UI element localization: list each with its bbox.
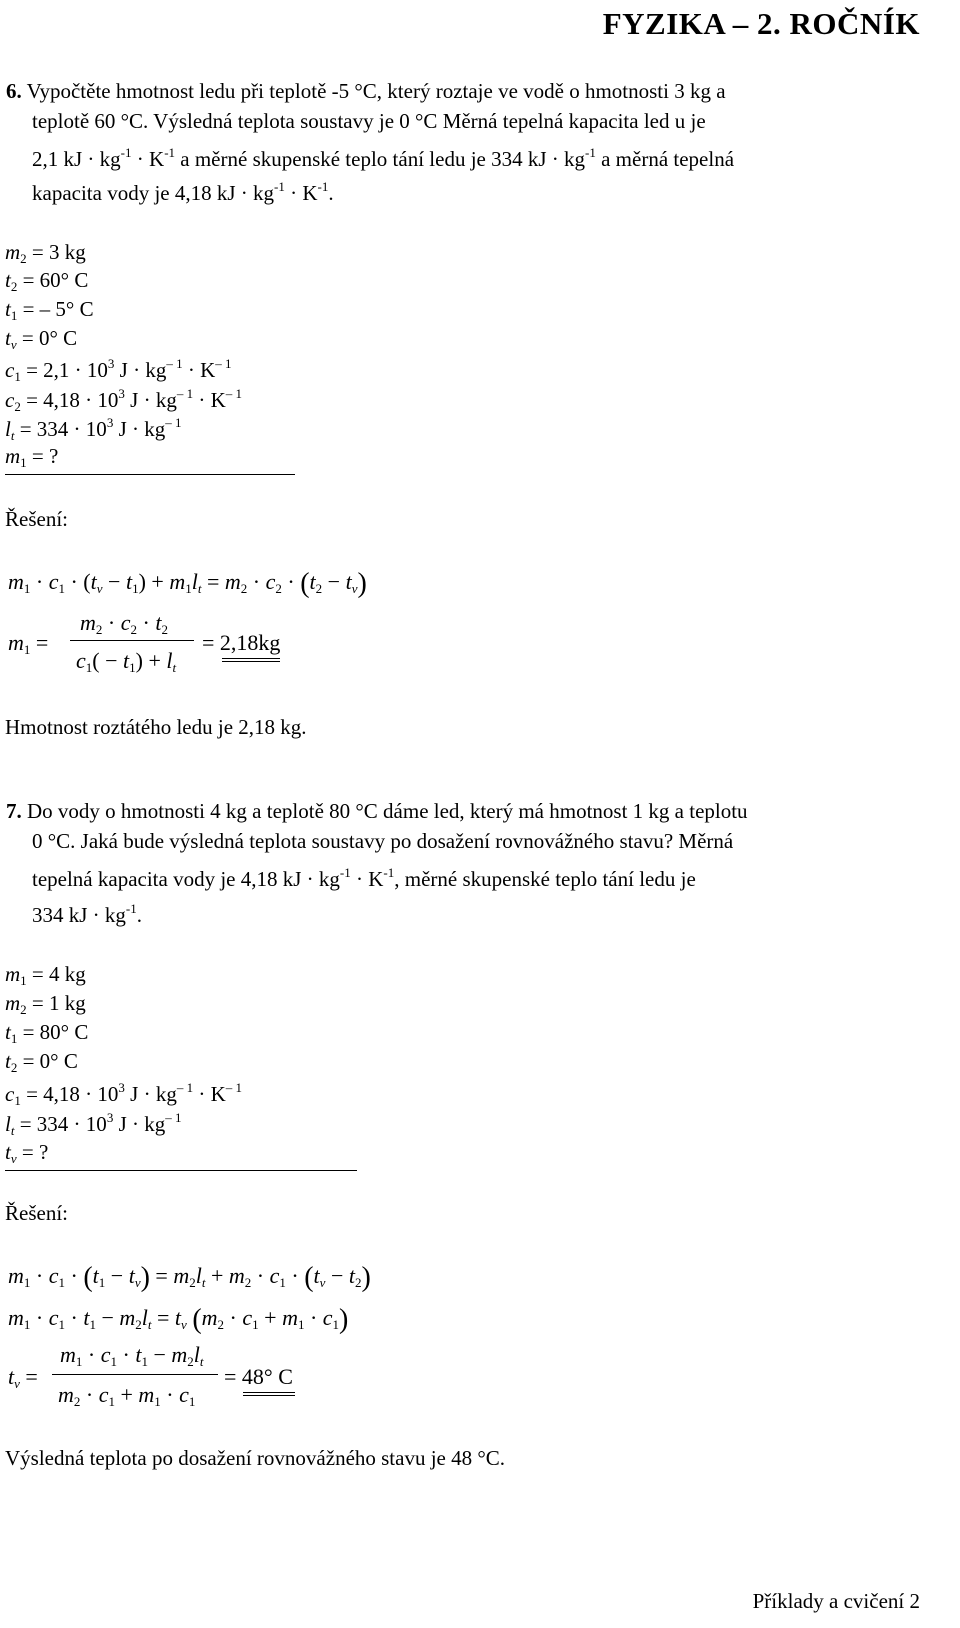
problem6-result-underline <box>222 658 280 662</box>
problem6-given-m1: $m_1$ = ? <box>5 444 59 470</box>
problem6-given-t1: $t_1$ = – 5° C <box>5 297 94 323</box>
problem6-fraction-line <box>70 640 194 641</box>
problem7-given-t2: $t_2 = 0^\circ$ C <box>5 1049 78 1075</box>
problem6-statement-line2: teplotě 60 °C. Výsledná teplota soustavy je 0 °C Měrná tepelná kapacita led u je <box>32 109 706 133</box>
problem7-conclusion: Výsledná teplota po dosažení rovnovážného stavu je 48 °C. <box>5 1446 506 1470</box>
page-header-title: FYZIKA – 2. ROČNÍK <box>602 6 920 41</box>
problem7-equation-1: $m_1 \cdot c_1 \cdot (t_1 - t_v) = m_2l_t + m_2 \cdot c_1 \cdot (t_v - t_2)$ <box>8 1262 371 1293</box>
problem7-given-m1: $m_1 = 4$ kg <box>5 962 86 988</box>
problem6-statement-line3: 2,1 kJ · $kg^{-1} \cdot K^{-1}$ a měrné skupenské teplo tání ledu je 334 kJ · $kg^{-1}$ a měrná tepelná <box>32 145 735 171</box>
problem6-equation-2-denominator: $c_1( - t_1) + l_t$ <box>76 648 177 675</box>
problem6-conclusion: Hmotnost roztátého ledu je 2,18 kg. <box>5 715 307 739</box>
problem7-given-c1: $c_1 = 4,18 \cdot 10^3$ $J \cdot kg^{- 1} \cdot K^{- 1}$ <box>5 1080 243 1108</box>
problem6-given-c1: $c_1 = 2,1 \cdot 10^3$ $J \cdot kg^{- 1} \cdot K^{- 1}$ <box>5 356 232 384</box>
problem7-fraction-line <box>52 1374 218 1375</box>
problem6-equation-2-lhs: $m_1$ = <box>8 630 49 657</box>
problem7-equation-2: $m_1 \cdot c_1 \cdot t_1 - m_2l_t = t_v$ $(m_2 \cdot c_1 + m_1 \cdot c_1)$ <box>8 1304 349 1335</box>
problem6-given-t2: $t_2 = 60^\circ$ C <box>5 268 89 294</box>
problem6-given-rule <box>5 474 295 475</box>
problem6-statement-line1: 6. Vypočtěte hmotnost ledu při teplotě -5 °C, který roztaje ve vodě o hmotnosti 3 kg a <box>6 79 726 103</box>
problem6-statement-line4: kapacita vody je 4,18 kJ · $kg^{-1} \cdot K^{-1}$. <box>32 179 334 205</box>
problem7-result-underline <box>243 1392 295 1396</box>
problem7-equation-3-denominator: $m_2 \cdot c_1 + m_1 \cdot c_1$ <box>58 1382 196 1409</box>
problem7-number: 7. <box>6 799 22 823</box>
problem7-given-tv: $t_v$ = ? <box>5 1140 49 1166</box>
problem7-statement-line4: 334 kJ · $kg^{-1}$. <box>32 901 143 927</box>
problem6-given-c2: $c_2 = 4,18 \cdot 10^3$ $J \cdot kg^{- 1} \cdot K^{- 1}$ <box>5 386 243 414</box>
problem7-equation-3-result: = 48° C <box>224 1364 293 1389</box>
problem6-given-tv: $t_v = 0^\circ$ C <box>5 326 78 352</box>
problem6-equation-2-numerator: $m_2 \cdot c_2 \cdot t_2$ <box>80 610 168 637</box>
problem7-statement-line2: 0 °C. Jaká bude výsledná teplota soustavy po dosažení rovnovážného stavu? Měrná <box>32 829 734 853</box>
problem7-given-t1: $t_1 = 80^\circ$ C <box>5 1020 89 1046</box>
problem6-given-m2: $m_2 = 3$ kg <box>5 240 86 266</box>
problem6-equation-2-result: = 2,18kg <box>202 630 281 655</box>
page-footer: Příklady a cvičení 2 <box>752 1589 920 1613</box>
problem7-equation-3-lhs: $t_v$ = <box>8 1364 38 1391</box>
problem6-solution-label: Řešení: <box>5 507 68 531</box>
problem7-solution-label: Řešení: <box>5 1201 68 1225</box>
problem7-given-rule <box>5 1170 357 1171</box>
problem7-equation-3-numerator: $m_1 \cdot c_1 \cdot t_1 - m_2l_t$ <box>60 1342 204 1369</box>
problem7-given-lt: $l_t = 334 \cdot 10^3$ $J \cdot kg^{- 1}$ <box>5 1110 182 1138</box>
problem6-number: 6. <box>6 79 22 103</box>
problem7-statement-line3: tepelná kapacita vody je 4,18 kJ · $kg^{-1} \cdot K^{-1}$, měrné skupenské teplo tání ledu je <box>32 865 696 891</box>
problem6-equation-1: $m_1 \cdot c_1 \cdot (t_v - t_1) + m_1l_t = m_2 \cdot c_2 \cdot (t_2 - t_v)$ <box>8 568 367 599</box>
problem6-given-lt: $l_t = 334 \cdot 10^3$ $J \cdot kg^{- 1}$ <box>5 415 182 443</box>
problem7-given-m2: $m_2 = 1$ kg <box>5 991 86 1017</box>
problem7-statement-line1: 7. Do vody o hmotnosti 4 kg a teplotě 80 °C dáme led, který má hmotnost 1 kg a teplotu <box>6 799 748 823</box>
